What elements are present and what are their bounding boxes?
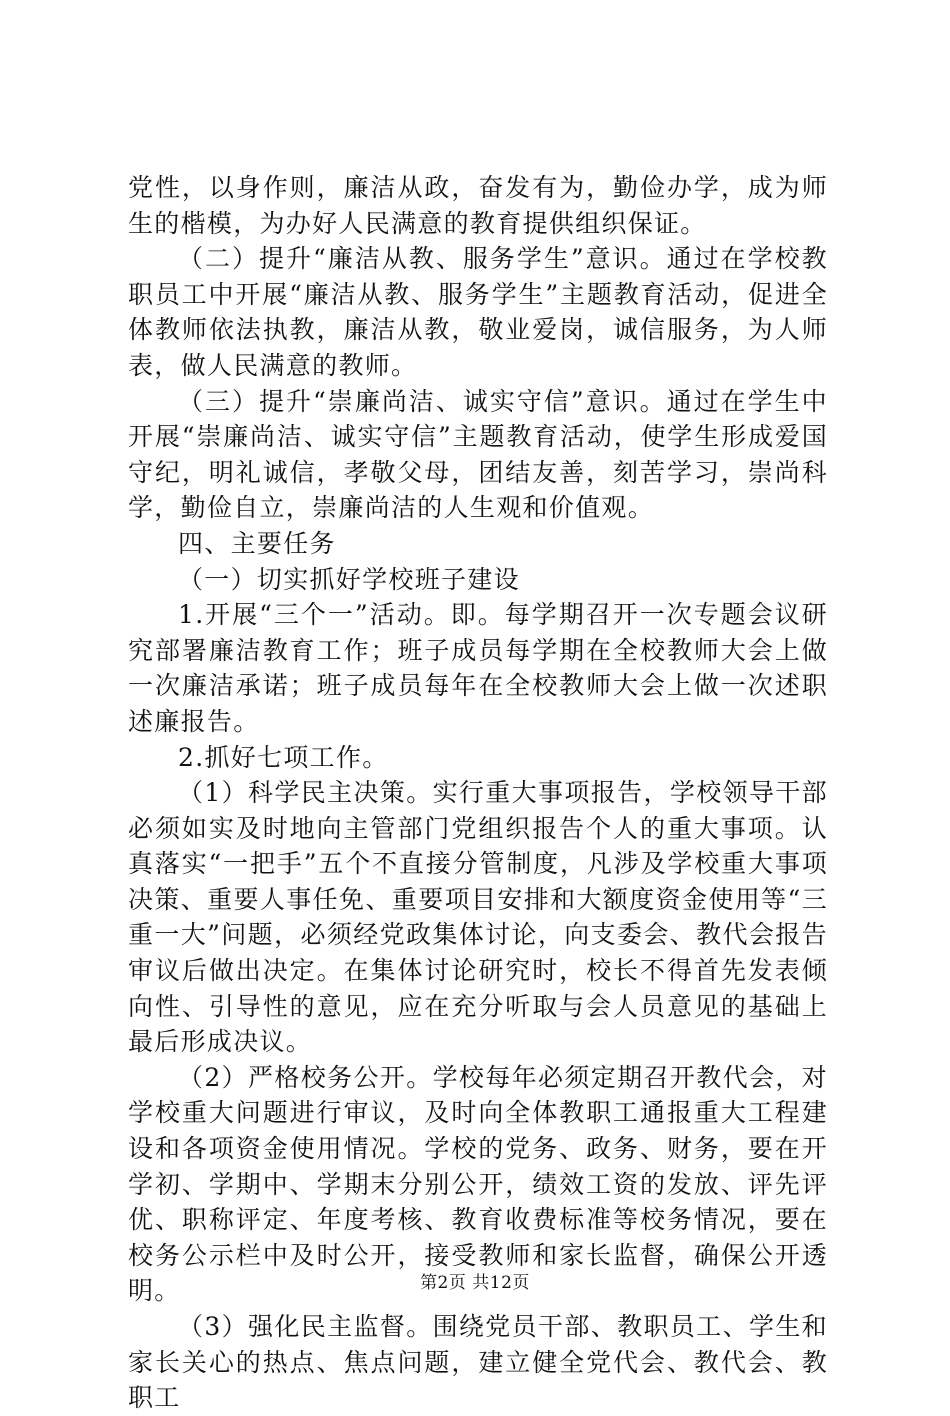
paragraph-item-1: 1.开展“三个一”活动。即。每学期召开一次专题会议研究部署廉洁教育工作；班子成员每学期在全校教师大会上做一次廉洁承诺；班子成员每年在全校教师大会上做一次述职述廉报告。 <box>128 600 828 736</box>
paragraph-continued: 党性，以身作则，廉洁从政，奋发有为，勤俭办学，成为师生的楷模，为办好人民满意的教育提供组织保证。 <box>128 173 828 238</box>
subsection-heading-leadership: （一）切实抓好学校班子建设 <box>178 564 520 594</box>
paragraph-item-2: 2.抓好七项工作。 <box>178 742 389 772</box>
document-body <box>128 170 828 1416</box>
page-number-footer: 第2页 共12页 <box>420 1273 530 1293</box>
paragraph-subitem-2: （2）严格校务公开。学校每年必须定期召开教代会，对学校重大问题进行审议，及时向全体教职工通报重大工程建设和各项资金使用情况。学校的党务、政务、财务，要在开学初、学期中、学期末分别公开，绩效工资的发放、评先评优、职称评定、年度考核、教育收费标准等校务情况，要在校务公示栏中及时公开，接受教师和家长监督，确保公开透明。 <box>128 1062 828 1306</box>
section-heading-main-tasks: 四、主要任务 <box>178 528 336 558</box>
paragraph-point-3: （三）提升“崇廉尚洁、诚实守信”意识。通过在学生中开展“崇廉尚洁、诚实守信”主题教育活动，使学生形成爱国守纪，明礼诚信，孝敬父母，团结友善，刻苦学习，崇尚科学，勤俭自立，崇廉尚洁的人生观和价值观。 <box>128 386 828 523</box>
paragraph-point-2: （二）提升“廉洁从教、服务学生”意识。通过在学校教职员工中开展“廉洁从教、服务学生”主题教育活动，促进全体教师依法执教，廉洁从教，敬业爱岗，诚信服务，为人师表，做人民满意的教师。 <box>128 244 828 380</box>
paragraph-subitem-1: （1）科学民主决策。实行重大事项报告，学校领导干部必须如实及时地向主管部门党组织报告个人的重大事项。认真落实“一把手”五个不直接分管制度，凡涉及学校重大事项决策、重要人事任免、重要项目安排和大额度资金使用等“三重一大”问题，必须经党政集体讨论，向支委会、教代会报告审议后做出决定。在集体讨论研究时，校长不得首先发表倾向性、引导性的意见，应在充分听取与会人员意见的基础上最后形成决议。 <box>128 778 828 1057</box>
paragraph-subitem-3: （3）强化民主监督。围绕党员干部、教职员工、学生和家长关心的热点、焦点问题，建立健全党代会、教代会、教职工 <box>128 1312 828 1413</box>
